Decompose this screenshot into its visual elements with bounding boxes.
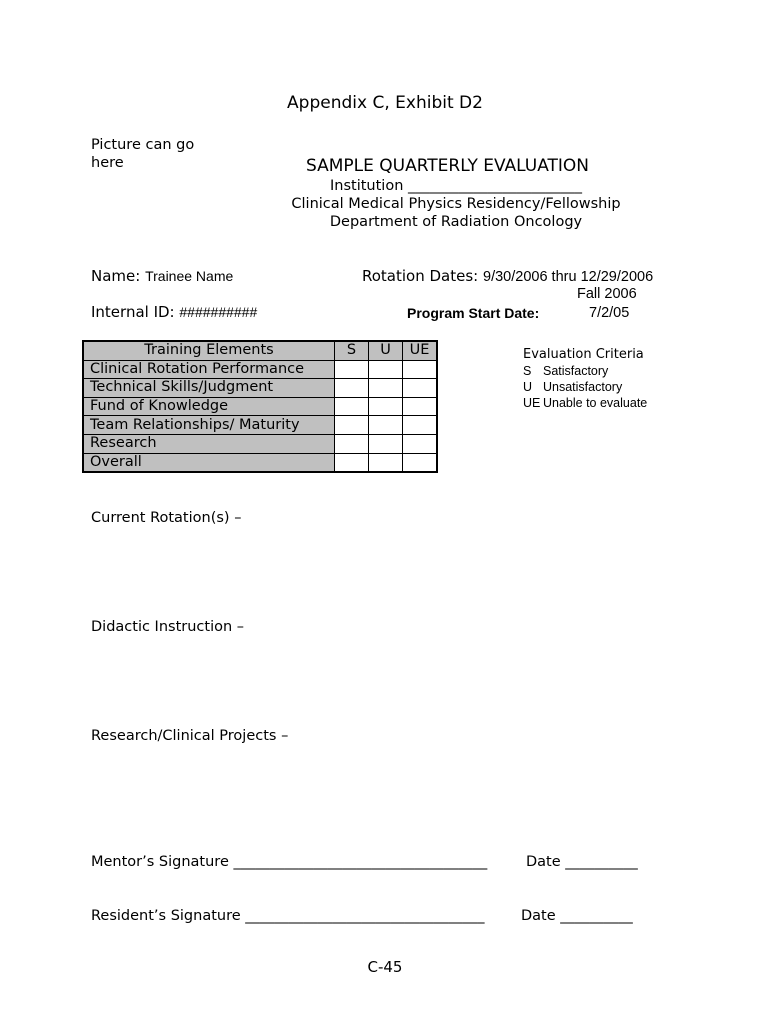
- rating-cell-ue[interactable]: [403, 434, 438, 453]
- rating-cell-ue[interactable]: [403, 416, 438, 435]
- table-row: [83, 360, 437, 379]
- rating-cell-u[interactable]: [369, 453, 403, 472]
- rating-cell-ue[interactable]: [403, 360, 438, 379]
- training-element-label: Clinical Rotation Performance: [83, 360, 335, 379]
- rating-cell-u[interactable]: [369, 397, 403, 416]
- internal-id-label: Internal ID:: [91, 303, 175, 321]
- rating-cell-ue[interactable]: [403, 453, 438, 472]
- mentor-date-line[interactable]: Date __________: [526, 854, 638, 870]
- column-header-training-elements: Training Elements: [83, 341, 335, 360]
- criteria-text: Unable to evaluate: [543, 396, 648, 410]
- training-element-label: Team Relationships/ Maturity: [83, 416, 335, 435]
- name-label: Name:: [91, 267, 141, 285]
- rating-cell-s[interactable]: [335, 379, 369, 398]
- term-label: Fall 2006: [577, 286, 637, 302]
- criteria-code: UE: [523, 396, 541, 410]
- internal-id-row: [91, 303, 257, 321]
- criteria-item: [523, 363, 647, 379]
- program-line: Clinical Medical Physics Residency/Fellowship: [291, 196, 621, 212]
- didactic-instruction-heading: Didactic Instruction –: [91, 619, 245, 635]
- rating-cell-ue[interactable]: [403, 379, 438, 398]
- table-row: [83, 453, 437, 472]
- table-row: [83, 397, 437, 416]
- picture-placeholder-line1: Picture can go: [91, 137, 195, 153]
- rating-cell-s[interactable]: [335, 416, 369, 435]
- rating-cell-u[interactable]: [369, 416, 403, 435]
- internal-id-value: ##########: [179, 304, 258, 320]
- criteria-heading: Evaluation Criteria: [523, 347, 644, 362]
- rating-cell-u[interactable]: [369, 379, 403, 398]
- program-start-label: Program Start Date:: [407, 305, 540, 321]
- criteria-text: Satisfactory: [543, 364, 609, 378]
- training-elements-table: [82, 340, 438, 473]
- mentor-signature-line[interactable]: Mentor’s Signature ___________________________________: [91, 854, 488, 870]
- table-row: [83, 379, 437, 398]
- rating-cell-s[interactable]: [335, 434, 369, 453]
- column-header-u: U: [369, 341, 403, 360]
- rating-cell-ue[interactable]: [403, 397, 438, 416]
- criteria-item: [523, 395, 647, 411]
- criteria-code: S: [523, 364, 532, 378]
- table-row: [83, 434, 437, 453]
- program-start-value: 7/2/05: [589, 305, 630, 321]
- resident-signature-line[interactable]: Resident’s Signature _________________________________: [91, 908, 485, 924]
- table-row: [83, 416, 437, 435]
- training-element-label: Fund of Knowledge: [83, 397, 335, 416]
- rating-cell-u[interactable]: [369, 360, 403, 379]
- evaluation-criteria-legend: [523, 346, 647, 411]
- training-element-label: Research: [83, 434, 335, 453]
- criteria-item: [523, 379, 647, 395]
- training-element-label: Overall: [83, 453, 335, 472]
- current-rotation-heading: Current Rotation(s) –: [91, 510, 242, 526]
- picture-placeholder: [91, 136, 194, 172]
- rating-cell-s[interactable]: [335, 453, 369, 472]
- rotation-dates-row: [362, 267, 653, 285]
- trainee-name: Trainee Name: [145, 268, 234, 284]
- name-row: [91, 267, 233, 285]
- table-header-row: [83, 341, 437, 360]
- department-line: Department of Radiation Oncology: [329, 214, 583, 230]
- column-header-s: S: [335, 341, 369, 360]
- rotation-dates-label: Rotation Dates:: [362, 267, 479, 285]
- criteria-code: U: [523, 380, 533, 394]
- resident-date-line[interactable]: Date __________: [521, 908, 633, 924]
- rating-cell-s[interactable]: [335, 397, 369, 416]
- research-projects-heading: Research/Clinical Projects –: [91, 728, 289, 744]
- criteria-text: Unsatisfactory: [543, 380, 623, 394]
- training-element-label: Technical Skills/Judgment: [83, 379, 335, 398]
- institution-line: Institution ________________________: [330, 178, 582, 194]
- column-header-ue: UE: [403, 341, 438, 360]
- appendix-title: Appendix C, Exhibit D2: [287, 93, 483, 113]
- rotation-dates-value: 9/30/2006 thru 12/29/2006: [483, 269, 654, 285]
- rating-cell-u[interactable]: [369, 434, 403, 453]
- page-number: C-45: [367, 958, 403, 976]
- evaluation-title: SAMPLE QUARTERLY EVALUATION: [306, 156, 590, 176]
- rating-cell-s[interactable]: [335, 360, 369, 379]
- picture-placeholder-line2: here: [91, 155, 124, 171]
